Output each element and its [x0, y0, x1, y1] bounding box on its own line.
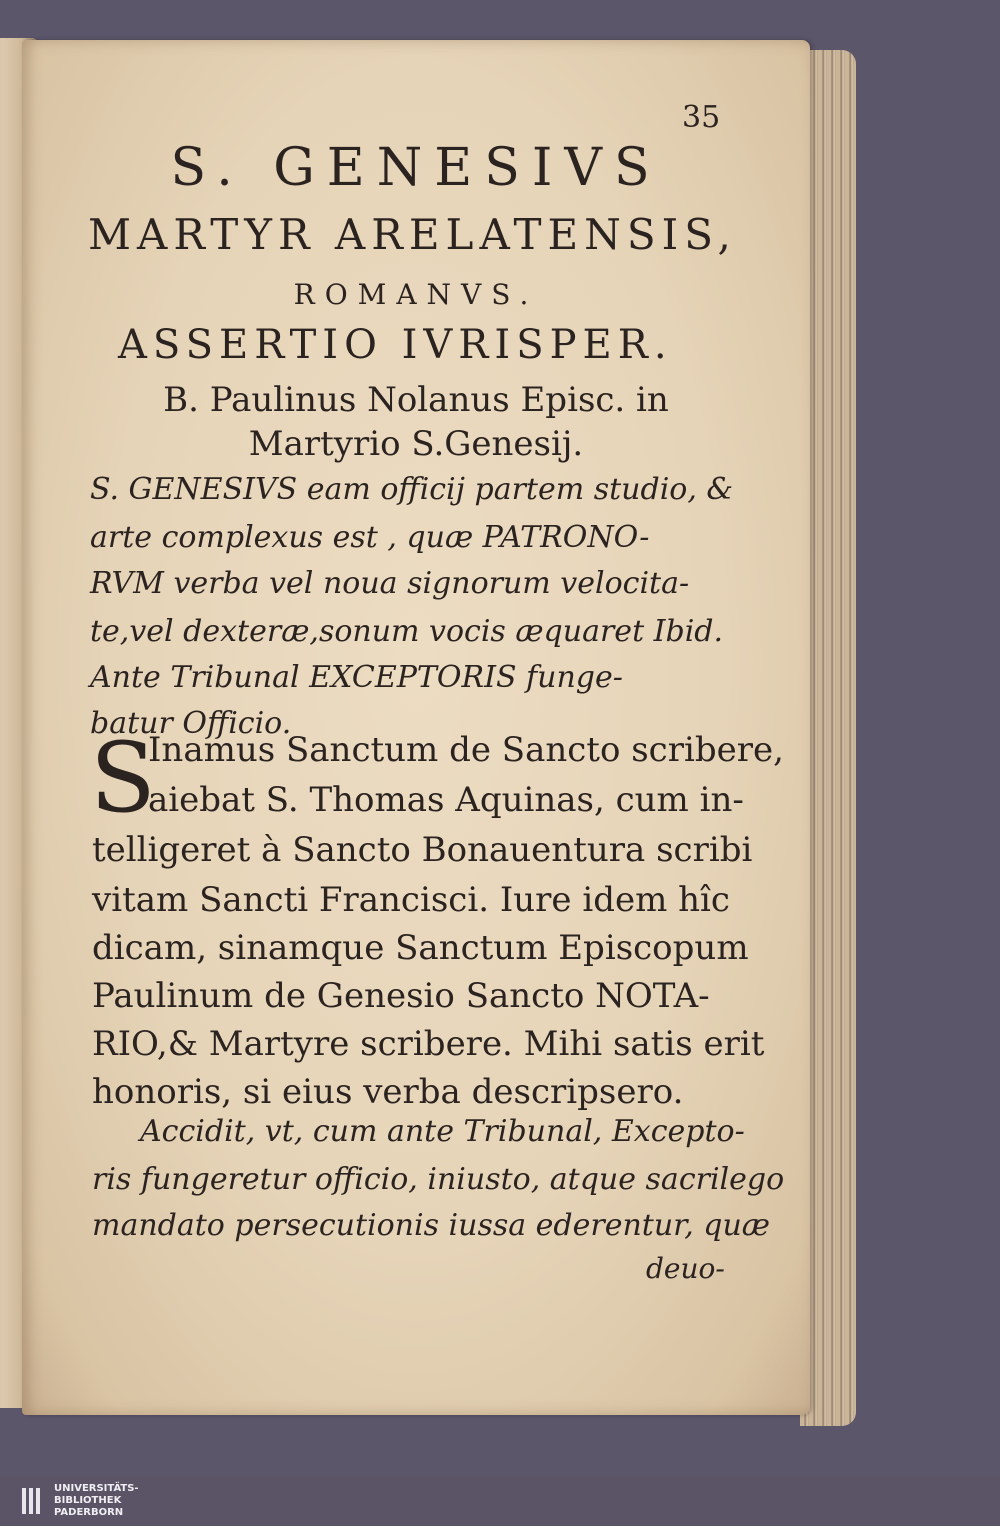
library-logo-icon [22, 1488, 46, 1514]
quote-line: arte complexus est , quæ PATRONO- [90, 520, 650, 555]
body-line: honoris, si eius verba descripsero. [92, 1072, 684, 1112]
italic-line: Accidit, vt, cum ante Tribunal, Excepto- [140, 1114, 745, 1149]
footer-bar [0, 1476, 1000, 1526]
subtitle: MARTYR ARELATENSIS, [88, 210, 737, 259]
body-line: Inamus Sanctum de Sancto scribere, [148, 730, 784, 770]
body-line: Paulinum de Genesio Sancto NOTA- [92, 976, 710, 1016]
italic-line: ris fungeretur officio, iniusto, atque sacrilego [92, 1162, 785, 1197]
book-page [22, 40, 810, 1415]
quote-line: S. GENESIVS eam officij partem studio, & [90, 472, 734, 507]
quote-line: te,vel dexteræ,sonum vocis æquaret Ibid. [90, 614, 724, 649]
drop-cap: S [90, 722, 156, 834]
body-line: dicam, sinamque Sanctum Episcopum [92, 928, 749, 968]
quote-line: batur Officio. [90, 706, 292, 741]
logo-line: PADERBORN [54, 1507, 124, 1518]
citation-line: Martyrio S.Genesij. [248, 424, 584, 464]
page-title: S. GENESIVS [170, 138, 662, 198]
quote-line: RVM verba vel noua signorum velocita- [90, 566, 690, 601]
page-number: 35 [682, 100, 721, 135]
section-heading: ASSERTIO IVRISPER. [118, 322, 673, 368]
citation-line: B. Paulinus Nolanus Episc. in [163, 380, 669, 420]
body-line: telligeret à Sancto Bonauentura scribi [92, 830, 753, 870]
body-line: aiebat S. Thomas Aquinas, cum in- [148, 780, 744, 820]
italic-line: mandato persecutionis iussa ederentur, quæ [92, 1208, 771, 1243]
library-logo-text [54, 1483, 139, 1519]
quote-line: Ante Tribunal EXCEPTORIS funge- [90, 660, 623, 695]
subtitle-2: ROMANVS. [293, 278, 539, 311]
logo-line: BIBLIOTHEK [54, 1495, 122, 1506]
logo-line: UNIVERSITÄTS- [54, 1483, 139, 1494]
catchword: deuo- [646, 1252, 725, 1285]
body-line: RIO,& Martyre scribere. Mihi satis erit [92, 1024, 765, 1064]
body-line: vitam Sancti Francisci. Iure idem hîc [92, 880, 730, 920]
